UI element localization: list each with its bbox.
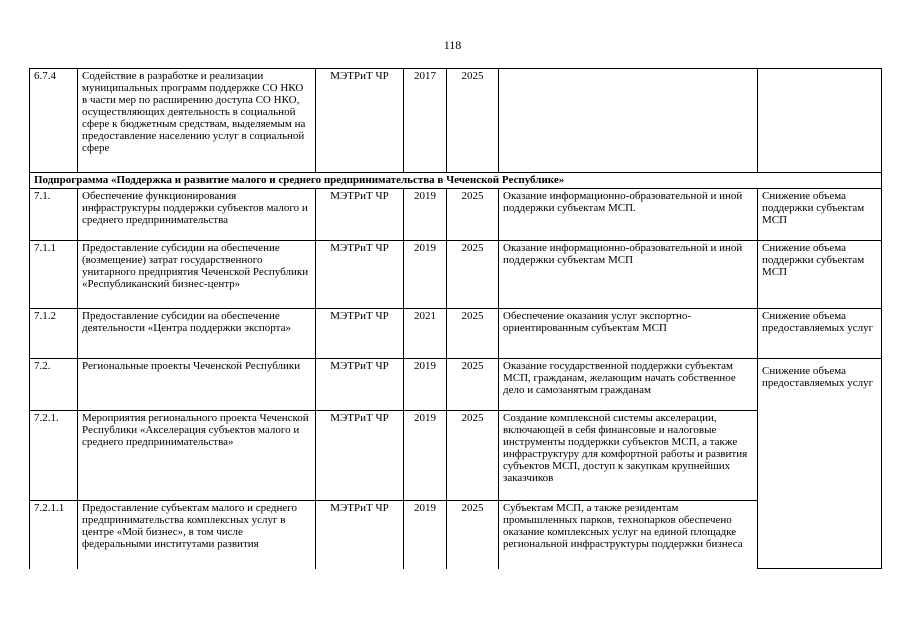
consequence: Снижение объема предоставляемых услуг [758, 359, 882, 569]
executor: МЭТРиТ ЧР [316, 359, 404, 411]
measure-name: Региональные проекты Чеченской Республики [78, 359, 316, 411]
executor: МЭТРиТ ЧР [316, 189, 404, 241]
row-number: 7.1.2 [30, 309, 78, 359]
expected-result: Субъектам МСП, а также резидентам промышленных парков, технопарков обеспечено оказание комплексных услуг на единой площадке региональной инфраструктуры поддержки бизнеса [499, 501, 758, 569]
end-year: 2025 [447, 189, 499, 241]
measure-name: Обеспечение функционирования инфраструктуры поддержки субъектов малого и среднего предпринимательства [78, 189, 316, 241]
table-row [30, 411, 882, 501]
table-row [30, 241, 882, 309]
row-number: 7.1.1 [30, 241, 78, 309]
expected-result [499, 69, 758, 173]
start-year: 2021 [404, 309, 447, 359]
row-number: 7.2. [30, 359, 78, 411]
expected-result: Обеспечение оказания услуг экспортно-ориентированным субъектам МСП [499, 309, 758, 359]
table-row [30, 309, 882, 359]
subprogram-title: Подпрограмма «Поддержка и развитие малого и среднего предпринимательства в Чеченской Республике» [30, 173, 882, 189]
executor: МЭТРиТ ЧР [316, 501, 404, 569]
end-year: 2025 [447, 309, 499, 359]
row-number: 7.1. [30, 189, 78, 241]
expected-result: Оказание информационно-образовательной и иной поддержки субъектам МСП. [499, 189, 758, 241]
executor: МЭТРиТ ЧР [316, 241, 404, 309]
start-year: 2019 [404, 359, 447, 411]
measure-name: Предоставление субсидии на обеспечение деятельности «Центра поддержки экспорта» [78, 309, 316, 359]
executor: МЭТРиТ ЧР [316, 309, 404, 359]
start-year: 2019 [404, 241, 447, 309]
table-row [30, 69, 882, 173]
end-year: 2025 [447, 241, 499, 309]
consequence: Снижение объема предоставляемых услуг [758, 309, 882, 359]
executor: МЭТРиТ ЧР [316, 411, 404, 501]
measures-table [29, 68, 882, 569]
expected-result: Оказание информационно-образовательной и иной поддержки субъектам МСП [499, 241, 758, 309]
row-number: 6.7.4 [30, 69, 78, 173]
end-year: 2025 [447, 69, 499, 173]
expected-result: Создание комплексной системы акселерации, включающей в себя финансовые и налоговые инструменты поддержки субъектов МСП, а также инфраструктуру для комфортной работы и развития субъектов МСП, доступ к закупкам крупнейших заказчиков [499, 411, 758, 501]
measure-name: Предоставление субъектам малого и среднего предпринимательства комплексных услуг в центре «Мой бизнес», в том числе федеральными институтами развития [78, 501, 316, 569]
end-year: 2025 [447, 501, 499, 569]
measure-name: Предоставление субсидии на обеспечение (возмещение) затрат государственного унитарного предприятия Чеченской Республики «Республиканский бизнес-центр» [78, 241, 316, 309]
end-year: 2025 [447, 411, 499, 501]
executor: МЭТРиТ ЧР [316, 69, 404, 173]
start-year: 2019 [404, 411, 447, 501]
table-row [30, 359, 882, 411]
table-row [30, 189, 882, 241]
end-year: 2025 [447, 359, 499, 411]
subprogram-row [30, 173, 882, 189]
measure-name: Содействие в разработке и реализации муниципальных программ поддержке СО НКО в части мер по расширению доступа СО НКО, осуществляющих деятельность в социальной сфере к бюджетным средствам, выделяемым на предоставление населению услуг в социальной сфере [78, 69, 316, 173]
start-year: 2019 [404, 501, 447, 569]
start-year: 2019 [404, 189, 447, 241]
measure-name: Мероприятия регионального проекта Чеченской Республики «Акселерация субъектов малого и среднего предпринимательства» [78, 411, 316, 501]
expected-result: Оказание государственной поддержки субъектам МСП, гражданам, желающим начать собственное дело и самозанятым гражданам [499, 359, 758, 411]
consequence [758, 69, 882, 173]
table-row [30, 501, 882, 569]
row-number: 7.2.1. [30, 411, 78, 501]
start-year: 2017 [404, 69, 447, 173]
page-number: 118 [443, 38, 462, 52]
consequence: Снижение объема поддержки субъектам МСП [758, 189, 882, 241]
consequence: Снижение объема поддержки субъектам МСП [758, 241, 882, 309]
row-number: 7.2.1.1 [30, 501, 78, 569]
